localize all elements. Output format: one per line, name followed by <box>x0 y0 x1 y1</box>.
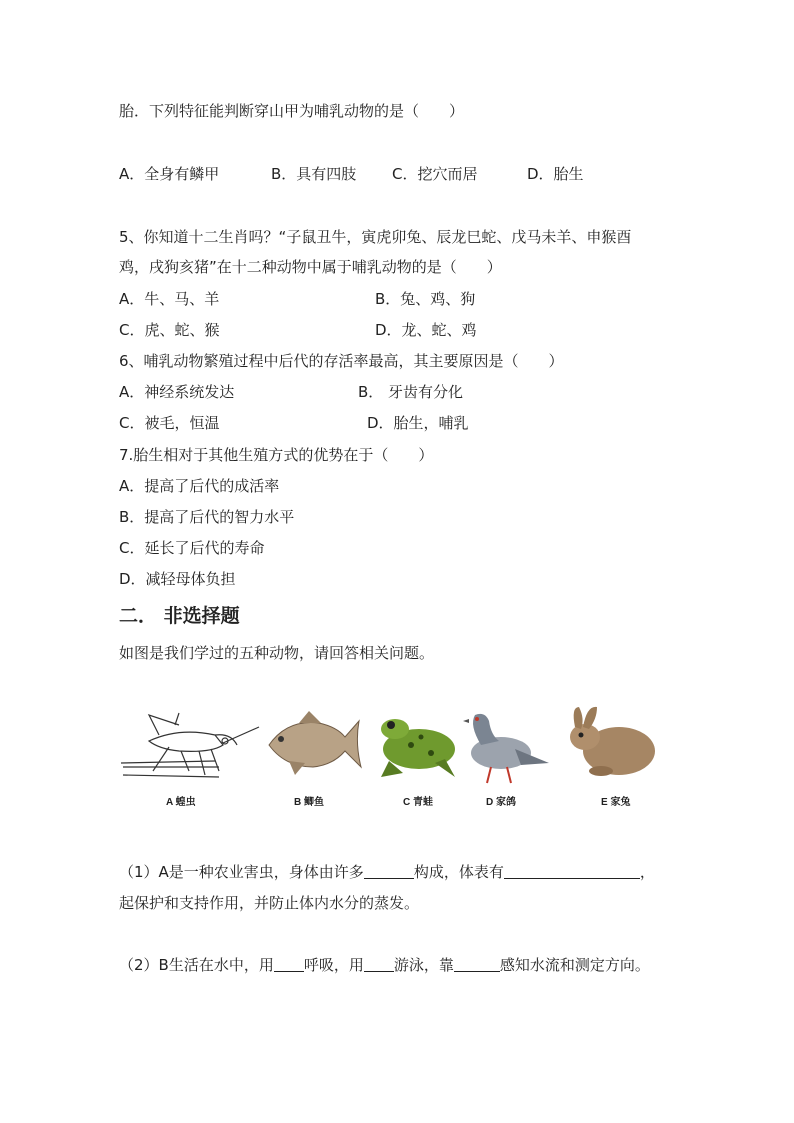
q5-stem-line1: 5、你知道十二生肖吗？“子鼠丑牛，寅虎卯兔、辰龙巳蛇、戊马未羊、申猴酉 <box>119 228 632 246</box>
caption-b: B 鲫鱼 <box>294 797 324 808</box>
caption-e: E 家兔 <box>601 797 631 808</box>
rabbit-illustration <box>570 707 655 776</box>
q5-stem-line2: 鸡，戌狗亥猪”在十二种动物中属于哺乳动物的是（ ） <box>119 258 502 276</box>
q4-stem: 胎．下列特征能判断穿山甲为哺乳动物的是（ ） <box>119 102 465 120</box>
q4-option-d: D．胎生 <box>527 165 584 183</box>
sub2-blank-1[interactable] <box>274 957 304 972</box>
grasshopper-illustration <box>121 713 259 777</box>
sub2-blank-2[interactable] <box>364 957 394 972</box>
q4-option-a: A．全身有鳞甲 <box>119 165 220 183</box>
section-heading: 二． 非选择题 <box>119 605 240 627</box>
sub1-text-3: ， <box>639 863 655 881</box>
q6-option-a: A．神经系统发达 <box>119 383 235 401</box>
q5-option-b: B．兔、鸡、狗 <box>375 290 476 308</box>
caption-c: C 青蛙 <box>403 797 433 808</box>
q6-stem: 6、哺乳动物繁殖过程中后代的存活率最高，其主要原因是（ ） <box>119 352 564 370</box>
sub2-text-4: 感知水流和测定方向。 <box>499 956 650 974</box>
sub2-text-3: 游泳，靠 <box>393 956 454 974</box>
q5-option-d: D．龙、蛇、鸡 <box>375 321 477 339</box>
q6-option-b: B． 牙齿有分化 <box>358 383 464 401</box>
q7-option-c: C．延长了后代的寿命 <box>119 539 265 557</box>
q6-option-c: C．被毛，恒温 <box>119 414 220 432</box>
caption-d: D 家鸽 <box>486 797 516 808</box>
sub1-text-1: （1）A是一种农业害虫，身体由许多 <box>119 863 364 881</box>
section-intro: 如图是我们学过的五种动物，请回答相关问题。 <box>119 644 435 662</box>
sub2-text-1: （2）B生活在水中，用 <box>119 956 274 974</box>
sub1-text-2: 构成，体表有 <box>413 863 504 881</box>
q4-option-b: B．具有四肢 <box>271 165 357 183</box>
animals-figure <box>119 705 664 808</box>
q4-option-c: C．挖穴而居 <box>392 165 478 183</box>
q5-option-a: A．牛、马、羊 <box>119 290 220 308</box>
crucian-carp-illustration <box>269 711 361 775</box>
sub1-line1 <box>119 862 655 882</box>
pigeon-illustration <box>463 714 549 783</box>
sub1-blank-2[interactable] <box>504 864 640 879</box>
q7-stem: 7.胎生相对于其他生殖方式的优势在于（ ） <box>119 446 434 464</box>
sub2-blank-3[interactable] <box>454 957 500 972</box>
sub1-line2: 起保护和支持作用，并防止体内水分的蒸发。 <box>119 894 420 912</box>
q7-option-a: A．提高了后代的成活率 <box>119 477 280 495</box>
caption-a: A 蝗虫 <box>166 797 196 808</box>
q7-option-b: B．提高了后代的智力水平 <box>119 508 295 526</box>
q5-option-c: C．虎、蛇、猴 <box>119 321 220 339</box>
q7-option-d: D．减轻母体负担 <box>119 570 236 588</box>
sub1-blank-1[interactable] <box>364 864 414 879</box>
sub2-line <box>119 955 650 975</box>
frog-illustration <box>381 719 455 777</box>
sub2-text-2: 呼吸，用 <box>303 956 364 974</box>
q6-option-d: D．胎生，哺乳 <box>367 414 469 432</box>
